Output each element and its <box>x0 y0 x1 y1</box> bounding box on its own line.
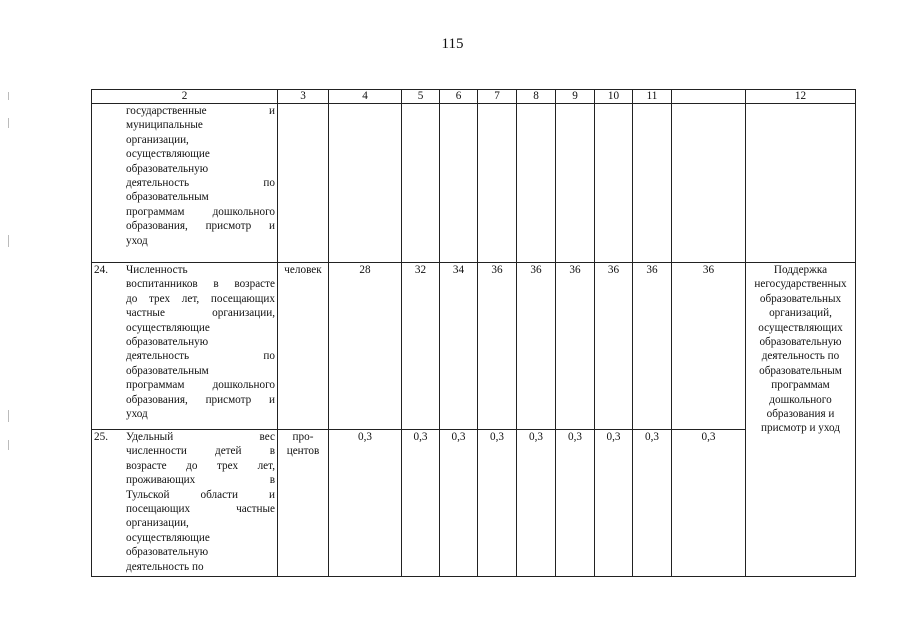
indicator-name-line: Тульской области и <box>126 488 275 501</box>
indicator-name <box>92 430 278 577</box>
note-line: дошкольного <box>769 393 832 406</box>
page-number: 115 <box>441 36 464 52</box>
note-cell <box>746 263 856 577</box>
note-line: присмотр и уход <box>761 422 840 435</box>
indicator-name-line: воспитанников в возрасте <box>126 278 275 291</box>
value-cell: 0,3 <box>440 430 478 577</box>
indicator-name-line: Численность <box>126 264 188 276</box>
row-number: 24. <box>94 264 108 276</box>
value-cell: 36 <box>556 263 595 430</box>
value-cell: 36 <box>595 263 633 430</box>
value-cell: 0,3 <box>633 430 672 577</box>
value-cell <box>478 104 517 263</box>
indicator-name-line: осуществляющие <box>126 531 210 544</box>
note-line: образования и <box>766 408 835 421</box>
value-cell: 0,3 <box>402 430 440 577</box>
table-row <box>92 430 856 577</box>
note-line: организаций, <box>769 307 832 320</box>
header-cell: 3 <box>278 90 329 104</box>
indicator-name-line: численности детей в <box>126 445 275 458</box>
value-cell: 0,3 <box>672 430 746 577</box>
value-cell: 0,3 <box>329 430 402 577</box>
header-cell: 8 <box>517 90 556 104</box>
scan-mark <box>8 235 9 247</box>
indicator-name-line: уход <box>126 234 148 247</box>
value-cell: 28 <box>329 263 402 430</box>
note-line: Поддержка <box>773 264 828 276</box>
note-line: негосударственных <box>754 278 847 291</box>
value-cell: 36 <box>517 263 556 430</box>
scan-mark <box>8 118 9 128</box>
indicator-name-line: организации, <box>126 133 189 146</box>
unit-cell: человек <box>278 263 329 430</box>
indicator-name-line: образовательную <box>126 336 209 349</box>
value-cell: 36 <box>672 263 746 430</box>
scan-mark <box>8 92 9 100</box>
indicator-name-line: образовательную <box>126 162 209 175</box>
header-cell: 2 <box>92 90 278 104</box>
header-cell: 4 <box>329 90 402 104</box>
note-line: образовательных <box>759 292 842 305</box>
value-cell: 0,3 <box>517 430 556 577</box>
indicator-name-line: образовательным <box>126 364 209 377</box>
indicator-name-line: деятельность по <box>126 560 204 573</box>
data-table <box>91 89 856 577</box>
value-cell: 34 <box>440 263 478 430</box>
note-line: образовательную <box>759 336 842 349</box>
indicator-name-line: государственные и <box>126 105 275 117</box>
indicator-name-line: организации, <box>126 517 189 530</box>
header-cell: 12 <box>746 90 856 104</box>
value-cell <box>556 104 595 263</box>
note-cell <box>746 104 856 263</box>
value-cell <box>402 104 440 263</box>
value-cell <box>595 104 633 263</box>
indicator-name-line: образовательную <box>126 546 209 559</box>
value-cell: 36 <box>478 263 517 430</box>
header-cell: 5 <box>402 90 440 104</box>
indicator-name-line: осуществляющие <box>126 321 210 334</box>
indicator-name-line: осуществляющие <box>126 148 210 161</box>
table-row <box>92 104 856 263</box>
indicator-name-line: Удельный вес <box>126 431 275 443</box>
value-cell <box>517 104 556 263</box>
indicator-name-line: деятельность по <box>126 350 275 363</box>
indicator-name-line: до трех лет, посещающих <box>126 292 275 305</box>
scan-mark <box>8 410 9 422</box>
header-cell: 7 <box>478 90 517 104</box>
indicator-name-line: образования, присмотр и <box>126 393 275 406</box>
value-cell: 0,3 <box>595 430 633 577</box>
indicator-name-line: образовательным <box>126 191 209 204</box>
header-cell: 9 <box>556 90 595 104</box>
note-line: программам <box>771 379 830 392</box>
table-row <box>92 263 856 430</box>
header-cell <box>672 90 746 104</box>
value-cell: 36 <box>633 263 672 430</box>
unit-cell <box>278 104 329 263</box>
indicator-name <box>92 104 278 263</box>
indicator-name-line: деятельность по <box>126 177 275 190</box>
indicator-name-line: проживающих в <box>126 474 275 487</box>
note-line: деятельность по <box>761 350 840 363</box>
indicator-name-line: посещающих частные <box>126 503 275 516</box>
unit-cell: про- центов <box>278 430 329 577</box>
indicator-name <box>92 263 278 430</box>
value-cell: 0,3 <box>556 430 595 577</box>
header-cell: 6 <box>440 90 478 104</box>
note-line: образовательным <box>759 364 842 377</box>
header-cell: 10 <box>595 90 633 104</box>
indicator-name-line: частные организации, <box>126 307 275 320</box>
indicator-name-line: муниципальные <box>126 119 203 132</box>
value-cell <box>672 104 746 263</box>
note-line: осуществляющих <box>758 321 843 334</box>
row-number: 25. <box>94 431 108 443</box>
value-cell <box>440 104 478 263</box>
indicator-name-line: образования, присмотр и <box>126 220 275 233</box>
indicator-name-line: программам дошкольного <box>126 205 275 218</box>
indicator-name-line: программам дошкольного <box>126 379 275 392</box>
value-cell <box>633 104 672 263</box>
value-cell: 0,3 <box>478 430 517 577</box>
indicator-name-line: возрасте до трех лет, <box>126 459 275 472</box>
scan-mark <box>8 440 9 450</box>
value-cell <box>329 104 402 263</box>
value-cell: 32 <box>402 263 440 430</box>
header-row <box>92 90 856 104</box>
indicator-name-line: уход <box>126 408 148 421</box>
header-cell: 11 <box>633 90 672 104</box>
